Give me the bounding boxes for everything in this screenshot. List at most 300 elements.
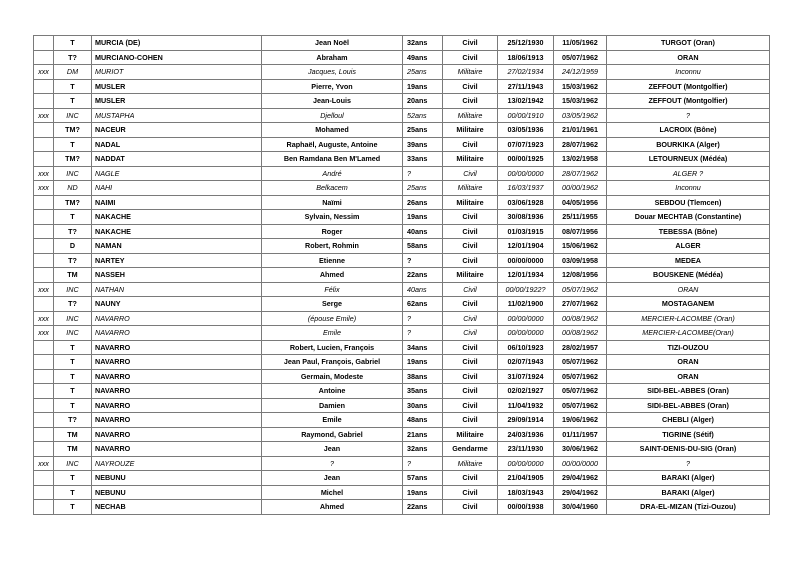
birth-date-cell: 03/06/1928 [498, 195, 554, 210]
age-cell: 20ans [403, 94, 443, 109]
surname-cell: MURCIANO-COHEN [92, 50, 262, 65]
status-code-cell: T [54, 485, 92, 500]
given-names-cell: Naïmi [262, 195, 403, 210]
category-cell: Civil [443, 500, 498, 515]
flag-cell [34, 239, 54, 254]
place-cell: LETOURNEUX (Médéa) [607, 152, 770, 167]
given-names-cell: Jean Paul, François, Gabriel [262, 355, 403, 370]
flag-cell: xxx [34, 456, 54, 471]
place-cell: SIDI-BEL-ABBES (Oran) [607, 398, 770, 413]
surname-cell: NAKACHE [92, 224, 262, 239]
age-cell: 30ans [403, 398, 443, 413]
status-code-cell: TM [54, 427, 92, 442]
birth-date-cell: 23/11/1930 [498, 442, 554, 457]
birth-date-cell: 00/00/0000 [498, 311, 554, 326]
age-cell: 35ans [403, 384, 443, 399]
table-row [34, 311, 770, 326]
death-date-cell: 00/08/1962 [554, 311, 607, 326]
age-cell: 22ans [403, 268, 443, 283]
status-code-cell: INC [54, 311, 92, 326]
surname-cell: NAVARRO [92, 442, 262, 457]
death-date-cell: 05/07/1962 [554, 384, 607, 399]
death-date-cell: 00/08/1962 [554, 326, 607, 341]
death-date-cell: 15/03/1962 [554, 94, 607, 109]
flag-cell [34, 442, 54, 457]
birth-date-cell: 11/02/1900 [498, 297, 554, 312]
birth-date-cell: 13/02/1942 [498, 94, 554, 109]
death-date-cell: 28/02/1957 [554, 340, 607, 355]
death-date-cell: 28/07/1962 [554, 137, 607, 152]
birth-date-cell: 11/04/1932 [498, 398, 554, 413]
status-code-cell: T [54, 137, 92, 152]
status-code-cell: T [54, 94, 92, 109]
birth-date-cell: 02/07/1943 [498, 355, 554, 370]
death-date-cell: 05/07/1962 [554, 50, 607, 65]
table-row [34, 123, 770, 138]
birth-date-cell: 00/00/0000 [498, 456, 554, 471]
surname-cell: NAVARRO [92, 398, 262, 413]
death-date-cell: 29/04/1962 [554, 471, 607, 486]
death-date-cell: 21/01/1961 [554, 123, 607, 138]
age-cell: 38ans [403, 369, 443, 384]
given-names-cell: Raymond, Gabriel [262, 427, 403, 442]
death-date-cell: 27/07/1962 [554, 297, 607, 312]
birth-date-cell: 27/11/1943 [498, 79, 554, 94]
place-cell: BARAKI (Alger) [607, 485, 770, 500]
birth-date-cell: 00/00/1938 [498, 500, 554, 515]
surname-cell: NAKACHE [92, 210, 262, 225]
surname-cell: NAVARRO [92, 355, 262, 370]
place-cell: MEDEA [607, 253, 770, 268]
table-row [34, 355, 770, 370]
table-row [34, 108, 770, 123]
death-date-cell: 05/07/1962 [554, 282, 607, 297]
table-row [34, 152, 770, 167]
category-cell: Militaire [443, 195, 498, 210]
surname-cell: NADAL [92, 137, 262, 152]
flag-cell [34, 485, 54, 500]
surname-cell: MURCIA (DE) [92, 36, 262, 51]
table-row [34, 326, 770, 341]
table-row [34, 50, 770, 65]
surname-cell: NEBUNU [92, 485, 262, 500]
status-code-cell: T [54, 210, 92, 225]
table-row [34, 297, 770, 312]
table-row [34, 94, 770, 109]
place-cell: BOURKIKA (Alger) [607, 137, 770, 152]
place-cell: ZEFFOUT (Montgolfier) [607, 79, 770, 94]
table-row [34, 137, 770, 152]
given-names-cell: Djelloul [262, 108, 403, 123]
given-names-cell: Roger [262, 224, 403, 239]
category-cell: Militaire [443, 108, 498, 123]
category-cell: Civil [443, 239, 498, 254]
table-row [34, 282, 770, 297]
death-date-cell: 13/02/1958 [554, 152, 607, 167]
given-names-cell: Emile [262, 326, 403, 341]
status-code-cell: T? [54, 50, 92, 65]
flag-cell [34, 152, 54, 167]
category-cell: Civil [443, 50, 498, 65]
given-names-cell: Ahmed [262, 500, 403, 515]
birth-date-cell: 31/07/1924 [498, 369, 554, 384]
birth-date-cell: 16/03/1937 [498, 181, 554, 196]
category-cell: Civil [443, 369, 498, 384]
place-cell: Douar MECHTAB (Constantine) [607, 210, 770, 225]
age-cell: 25ans [403, 65, 443, 80]
status-code-cell: T [54, 36, 92, 51]
surname-cell: NADDAT [92, 152, 262, 167]
table-row [34, 239, 770, 254]
category-cell: Civil [443, 224, 498, 239]
surname-cell: NAVARRO [92, 311, 262, 326]
place-cell: ALGER ? [607, 166, 770, 181]
death-date-cell: 01/11/1957 [554, 427, 607, 442]
table-row [34, 65, 770, 80]
birth-date-cell: 12/01/1934 [498, 268, 554, 283]
table-row [34, 427, 770, 442]
place-cell: SIDI-BEL-ABBES (Oran) [607, 384, 770, 399]
status-code-cell: T [54, 500, 92, 515]
age-cell: 52ans [403, 108, 443, 123]
age-cell: ? [403, 311, 443, 326]
category-cell: Militaire [443, 181, 498, 196]
place-cell: ORAN [607, 50, 770, 65]
death-date-cell: 30/06/1962 [554, 442, 607, 457]
status-code-cell: TM? [54, 152, 92, 167]
birth-date-cell: 30/08/1936 [498, 210, 554, 225]
place-cell: TIGRINE (Sétif) [607, 427, 770, 442]
place-cell: ORAN [607, 369, 770, 384]
given-names-cell: Mohamed [262, 123, 403, 138]
given-names-cell: Michel [262, 485, 403, 500]
given-names-cell: ? [262, 456, 403, 471]
surname-cell: NAMAN [92, 239, 262, 254]
birth-date-cell: 29/09/1914 [498, 413, 554, 428]
category-cell: Civil [443, 253, 498, 268]
surname-cell: NECHAB [92, 500, 262, 515]
surname-cell: NAVARRO [92, 413, 262, 428]
age-cell: ? [403, 456, 443, 471]
status-code-cell: T? [54, 224, 92, 239]
table-row [34, 224, 770, 239]
birth-date-cell: 24/03/1936 [498, 427, 554, 442]
given-names-cell: Raphaël, Auguste, Antoine [262, 137, 403, 152]
birth-date-cell: 00/00/1922? [498, 282, 554, 297]
birth-date-cell: 06/10/1923 [498, 340, 554, 355]
category-cell: Civil [443, 398, 498, 413]
table-row [34, 253, 770, 268]
age-cell: 25ans [403, 181, 443, 196]
birth-date-cell: 00/00/1925 [498, 152, 554, 167]
birth-date-cell: 01/03/1915 [498, 224, 554, 239]
flag-cell [34, 123, 54, 138]
surname-cell: MUSTAPHA [92, 108, 262, 123]
status-code-cell: T [54, 355, 92, 370]
flag-cell [34, 210, 54, 225]
surname-cell: NAHI [92, 181, 262, 196]
surname-cell: NAVARRO [92, 326, 262, 341]
table-row [34, 166, 770, 181]
surname-cell: MUSLER [92, 79, 262, 94]
age-cell: ? [403, 166, 443, 181]
status-code-cell: TM? [54, 195, 92, 210]
surname-cell: NASSEH [92, 268, 262, 283]
surname-cell: NAVARRO [92, 369, 262, 384]
category-cell: Civil [443, 326, 498, 341]
birth-date-cell: 00/00/0000 [498, 253, 554, 268]
category-cell: Civil [443, 282, 498, 297]
flag-cell [34, 500, 54, 515]
table-row [34, 340, 770, 355]
age-cell: 48ans [403, 413, 443, 428]
flag-cell [34, 355, 54, 370]
age-cell: 25ans [403, 123, 443, 138]
surname-cell: NAUNY [92, 297, 262, 312]
status-code-cell: INC [54, 456, 92, 471]
flag-cell [34, 427, 54, 442]
status-code-cell: INC [54, 282, 92, 297]
given-names-cell: Ben Ramdana Ben M'Lamed [262, 152, 403, 167]
place-cell: DRA-EL-MIZAN (Tizi-Ouzou) [607, 500, 770, 515]
place-cell: MERCIER-LACOMBE (Oran) [607, 311, 770, 326]
status-code-cell: INC [54, 108, 92, 123]
place-cell: BOUSKENE (Médéa) [607, 268, 770, 283]
table-row [34, 181, 770, 196]
status-code-cell: INC [54, 326, 92, 341]
given-names-cell: Sylvain, Nessim [262, 210, 403, 225]
birth-date-cell: 02/02/1927 [498, 384, 554, 399]
status-code-cell: T [54, 369, 92, 384]
category-cell: Civil [443, 94, 498, 109]
flag-cell [34, 471, 54, 486]
age-cell: 40ans [403, 282, 443, 297]
status-code-cell: TM [54, 268, 92, 283]
status-code-cell: T [54, 471, 92, 486]
flag-cell: xxx [34, 166, 54, 181]
category-cell: Militaire [443, 65, 498, 80]
death-date-cell: 15/03/1962 [554, 79, 607, 94]
flag-cell: xxx [34, 326, 54, 341]
place-cell: ORAN [607, 282, 770, 297]
birth-date-cell: 27/02/1934 [498, 65, 554, 80]
place-cell: ORAN [607, 355, 770, 370]
status-code-cell: T [54, 79, 92, 94]
given-names-cell: Jean Noël [262, 36, 403, 51]
table-row [34, 413, 770, 428]
place-cell: BARAKI (Alger) [607, 471, 770, 486]
flag-cell [34, 253, 54, 268]
flag-cell: xxx [34, 181, 54, 196]
table-row [34, 195, 770, 210]
flag-cell [34, 384, 54, 399]
birth-date-cell: 18/03/1943 [498, 485, 554, 500]
flag-cell [34, 94, 54, 109]
flag-cell: xxx [34, 311, 54, 326]
place-cell: Inconnu [607, 181, 770, 196]
given-names-cell: Jean [262, 442, 403, 457]
given-names-cell: Germain, Modeste [262, 369, 403, 384]
place-cell: MOSTAGANEM [607, 297, 770, 312]
place-cell: MERCIER-LACOMBE(Oran) [607, 326, 770, 341]
birth-date-cell: 00/00/0000 [498, 166, 554, 181]
given-names-cell: Jean [262, 471, 403, 486]
table-row [34, 500, 770, 515]
given-names-cell: Belkacem [262, 181, 403, 196]
status-code-cell: T [54, 398, 92, 413]
flag-cell [34, 398, 54, 413]
age-cell: 32ans [403, 36, 443, 51]
status-code-cell: TM? [54, 123, 92, 138]
table-row [34, 485, 770, 500]
death-date-cell: 05/07/1962 [554, 398, 607, 413]
given-names-cell: Damien [262, 398, 403, 413]
status-code-cell: DM [54, 65, 92, 80]
category-cell: Civil [443, 79, 498, 94]
age-cell: 22ans [403, 500, 443, 515]
surname-cell: NATHAN [92, 282, 262, 297]
surname-cell: NAVARRO [92, 384, 262, 399]
flag-cell [34, 137, 54, 152]
death-date-cell: 08/07/1956 [554, 224, 607, 239]
category-cell: Militaire [443, 123, 498, 138]
category-cell: Civil [443, 137, 498, 152]
register-sheet [33, 35, 769, 515]
given-names-cell: André [262, 166, 403, 181]
death-date-cell: 24/12/1959 [554, 65, 607, 80]
category-cell: Civil [443, 355, 498, 370]
status-code-cell: TM [54, 442, 92, 457]
surname-cell: NAGLE [92, 166, 262, 181]
death-date-cell: 04/05/1956 [554, 195, 607, 210]
death-date-cell: 30/04/1960 [554, 500, 607, 515]
category-cell: Civil [443, 210, 498, 225]
death-date-cell: 05/07/1962 [554, 355, 607, 370]
category-cell: Civil [443, 340, 498, 355]
place-cell: ? [607, 108, 770, 123]
death-date-cell: 15/06/1962 [554, 239, 607, 254]
flag-cell: xxx [34, 65, 54, 80]
category-cell: Civil [443, 471, 498, 486]
birth-date-cell: 03/05/1936 [498, 123, 554, 138]
place-cell: TURGOT (Oran) [607, 36, 770, 51]
table-row [34, 456, 770, 471]
surname-cell: MUSLER [92, 94, 262, 109]
birth-date-cell: 07/07/1923 [498, 137, 554, 152]
death-date-cell: 28/07/1962 [554, 166, 607, 181]
table-row [34, 369, 770, 384]
flag-cell [34, 224, 54, 239]
flag-cell [34, 297, 54, 312]
surname-cell: NAIMI [92, 195, 262, 210]
birth-date-cell: 12/01/1904 [498, 239, 554, 254]
age-cell: 26ans [403, 195, 443, 210]
given-names-cell: Antoine [262, 384, 403, 399]
given-names-cell: Ahmed [262, 268, 403, 283]
category-cell: Militaire [443, 456, 498, 471]
flag-cell [34, 268, 54, 283]
category-cell: Gendarme [443, 442, 498, 457]
birth-date-cell: 00/00/1910 [498, 108, 554, 123]
age-cell: 19ans [403, 485, 443, 500]
surname-cell: NEBUNU [92, 471, 262, 486]
place-cell: CHEBLI (Alger) [607, 413, 770, 428]
category-cell: Civil [443, 297, 498, 312]
status-code-cell: INC [54, 166, 92, 181]
table-row [34, 398, 770, 413]
table-row [34, 384, 770, 399]
category-cell: Civil [443, 166, 498, 181]
table-row [34, 79, 770, 94]
status-code-cell: T? [54, 253, 92, 268]
place-cell: SAINT-DENIS-DU-SIG (Oran) [607, 442, 770, 457]
age-cell: 19ans [403, 355, 443, 370]
flag-cell [34, 36, 54, 51]
death-date-cell: 19/06/1962 [554, 413, 607, 428]
category-cell: Civil [443, 413, 498, 428]
category-cell: Militaire [443, 427, 498, 442]
casualty-table [33, 35, 770, 515]
death-date-cell: 05/07/1962 [554, 369, 607, 384]
surname-cell: NACEUR [92, 123, 262, 138]
place-cell: ALGER [607, 239, 770, 254]
status-code-cell: T [54, 384, 92, 399]
given-names-cell: Serge [262, 297, 403, 312]
death-date-cell: 00/00/1962 [554, 181, 607, 196]
flag-cell [34, 195, 54, 210]
death-date-cell: 00/00/0000 [554, 456, 607, 471]
flag-cell [34, 369, 54, 384]
age-cell: 21ans [403, 427, 443, 442]
surname-cell: NAVARRO [92, 340, 262, 355]
flag-cell [34, 413, 54, 428]
category-cell: Militaire [443, 152, 498, 167]
place-cell: LACROIX (Bône) [607, 123, 770, 138]
age-cell: 19ans [403, 79, 443, 94]
table-row [34, 210, 770, 225]
flag-cell: xxx [34, 108, 54, 123]
age-cell: ? [403, 253, 443, 268]
given-names-cell: Jacques, Louis [262, 65, 403, 80]
birth-date-cell: 21/04/1905 [498, 471, 554, 486]
age-cell: 62ans [403, 297, 443, 312]
status-code-cell: T? [54, 413, 92, 428]
birth-date-cell: 25/12/1930 [498, 36, 554, 51]
table-row [34, 471, 770, 486]
age-cell: 32ans [403, 442, 443, 457]
flag-cell [34, 79, 54, 94]
given-names-cell: Abraham [262, 50, 403, 65]
category-cell: Militaire [443, 268, 498, 283]
place-cell: ? [607, 456, 770, 471]
status-code-cell: T? [54, 297, 92, 312]
surname-cell: NAYROUZE [92, 456, 262, 471]
category-cell: Civil [443, 384, 498, 399]
flag-cell [34, 50, 54, 65]
category-cell: Civil [443, 36, 498, 51]
age-cell: 33ans [403, 152, 443, 167]
age-cell: ? [403, 326, 443, 341]
death-date-cell: 03/09/1958 [554, 253, 607, 268]
table-row [34, 36, 770, 51]
death-date-cell: 12/08/1956 [554, 268, 607, 283]
status-code-cell: ND [54, 181, 92, 196]
given-names-cell: Félix [262, 282, 403, 297]
status-code-cell: T [54, 340, 92, 355]
table-row [34, 442, 770, 457]
given-names-cell: (épouse Emile) [262, 311, 403, 326]
given-names-cell: Robert, Rohmin [262, 239, 403, 254]
